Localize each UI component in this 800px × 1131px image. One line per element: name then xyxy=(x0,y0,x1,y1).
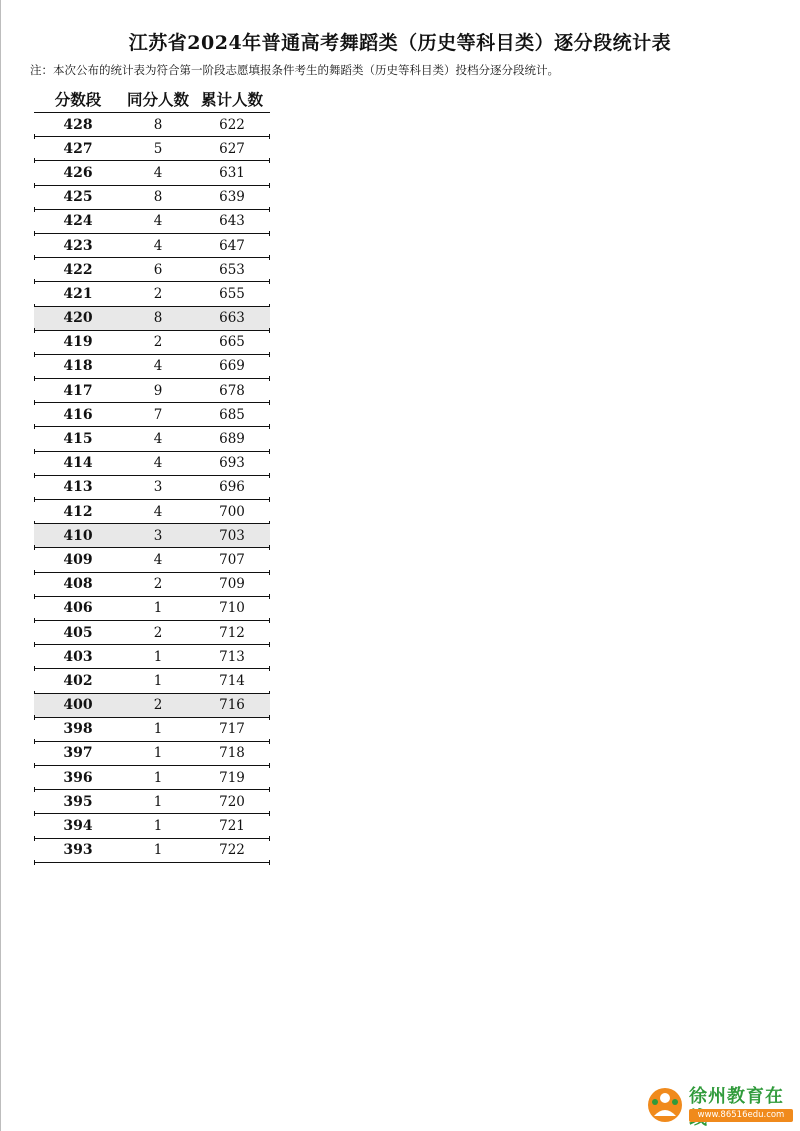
cell-cumulative: 709 xyxy=(219,576,245,593)
table-row xyxy=(34,452,270,476)
watermark-logo xyxy=(645,1086,795,1124)
cell-cumulative: 689 xyxy=(219,431,245,448)
cell-score: 424 xyxy=(63,213,93,230)
cell-cumulative: 631 xyxy=(219,164,245,181)
cell-score: 421 xyxy=(63,285,93,302)
cell-same-count: 1 xyxy=(153,842,163,859)
cell-score: 398 xyxy=(63,721,93,738)
cell-score: 397 xyxy=(63,745,93,762)
cell-score: 414 xyxy=(63,455,93,472)
table-row xyxy=(34,790,270,814)
cell-cumulative: 712 xyxy=(219,624,245,641)
table-row xyxy=(34,113,270,137)
cell-cumulative: 639 xyxy=(219,189,245,206)
table-header xyxy=(34,86,270,113)
cell-score: 415 xyxy=(63,431,93,448)
cell-same-count: 4 xyxy=(153,213,163,230)
page-title: 江苏省2024年普通高考舞蹈类（历史等科目类）逐分段统计表 xyxy=(128,32,672,54)
cell-score: 412 xyxy=(63,503,93,520)
cell-score: 410 xyxy=(63,527,93,544)
cell-cumulative: 678 xyxy=(219,382,245,399)
table-row xyxy=(34,186,270,210)
header-score: 分数段 xyxy=(54,91,102,109)
cell-cumulative: 722 xyxy=(219,842,245,859)
cell-score: 422 xyxy=(63,261,93,278)
table-row xyxy=(34,669,270,693)
table-row xyxy=(34,742,270,766)
cell-same-count: 4 xyxy=(153,358,163,375)
cell-cumulative: 663 xyxy=(219,310,245,327)
cell-cumulative: 665 xyxy=(219,334,245,351)
cell-score: 403 xyxy=(63,648,93,665)
cell-same-count: 2 xyxy=(153,285,163,302)
cell-score: 428 xyxy=(63,116,93,133)
cell-score: 402 xyxy=(63,672,93,689)
table-row xyxy=(34,331,270,355)
table-body xyxy=(34,113,270,863)
cell-same-count: 2 xyxy=(153,334,163,351)
cell-score: 400 xyxy=(63,697,93,714)
cell-cumulative: 716 xyxy=(219,697,245,714)
cell-cumulative: 719 xyxy=(219,769,245,786)
table-row xyxy=(34,403,270,427)
cell-score: 393 xyxy=(63,842,93,859)
cell-score: 423 xyxy=(63,237,93,254)
cell-same-count: 9 xyxy=(153,382,163,399)
table-row xyxy=(34,621,270,645)
table-row xyxy=(34,766,270,790)
cell-score: 409 xyxy=(63,551,93,568)
row-tick-right xyxy=(269,860,270,865)
cell-score: 408 xyxy=(63,576,93,593)
cell-score: 426 xyxy=(63,164,93,181)
cell-score: 396 xyxy=(63,769,93,786)
cell-cumulative: 685 xyxy=(219,406,245,423)
cell-same-count: 4 xyxy=(153,237,163,254)
cell-same-count: 4 xyxy=(153,503,163,520)
logo-people-icon xyxy=(645,1086,685,1124)
cell-same-count: 1 xyxy=(153,818,163,835)
cell-same-count: 4 xyxy=(153,164,163,181)
table-row xyxy=(34,573,270,597)
cell-same-count: 7 xyxy=(153,406,163,423)
cell-cumulative: 720 xyxy=(219,793,245,810)
cell-same-count: 1 xyxy=(153,745,163,762)
cell-cumulative: 707 xyxy=(219,551,245,568)
table-row xyxy=(34,548,270,572)
cell-score: 417 xyxy=(63,382,93,399)
cell-same-count: 8 xyxy=(153,116,163,133)
table-row xyxy=(34,161,270,185)
cell-score: 406 xyxy=(63,600,93,617)
cell-same-count: 1 xyxy=(153,793,163,810)
cell-cumulative: 717 xyxy=(219,721,245,738)
score-table xyxy=(34,86,270,863)
cell-cumulative: 700 xyxy=(219,503,245,520)
table-row xyxy=(34,718,270,742)
header-same-count: 同分人数 xyxy=(126,91,189,109)
table-row xyxy=(34,694,270,718)
cell-cumulative: 643 xyxy=(219,213,245,230)
cell-score: 418 xyxy=(63,358,93,375)
cell-cumulative: 693 xyxy=(219,455,245,472)
cell-cumulative: 653 xyxy=(219,261,245,278)
table-row xyxy=(34,355,270,379)
table-row xyxy=(34,234,270,258)
cell-score: 405 xyxy=(63,624,93,641)
cell-cumulative: 622 xyxy=(219,116,245,133)
cell-cumulative: 655 xyxy=(219,285,245,302)
cell-cumulative: 696 xyxy=(219,479,245,496)
cell-same-count: 1 xyxy=(153,600,163,617)
cell-score: 413 xyxy=(63,479,93,496)
page-left-border xyxy=(0,0,1,1131)
table-row xyxy=(34,839,270,863)
cell-cumulative: 710 xyxy=(219,600,245,617)
cell-score: 425 xyxy=(63,189,93,206)
cell-score: 420 xyxy=(63,310,93,327)
table-row xyxy=(34,645,270,669)
cell-score: 416 xyxy=(63,406,93,423)
cell-same-count: 8 xyxy=(153,189,163,206)
table-row xyxy=(34,524,270,548)
table-row xyxy=(34,427,270,451)
table-row xyxy=(34,137,270,161)
cell-score: 427 xyxy=(63,140,93,157)
table-note: 注：本次公布的统计表为符合第一阶段志愿填报条件考生的舞蹈类（历史等科目类）投档分逐分段统计。 xyxy=(30,63,559,77)
cell-same-count: 1 xyxy=(153,769,163,786)
table-row xyxy=(34,379,270,403)
table-row xyxy=(34,476,270,500)
cell-same-count: 2 xyxy=(153,624,163,641)
cell-cumulative: 718 xyxy=(219,745,245,762)
cell-cumulative: 703 xyxy=(219,527,245,544)
cell-same-count: 3 xyxy=(153,527,163,544)
logo-title: 徐州教育在 xyxy=(689,1086,784,1107)
table-row xyxy=(34,210,270,234)
cell-same-count: 8 xyxy=(153,310,163,327)
table-row xyxy=(34,307,270,331)
table-row xyxy=(34,282,270,306)
cell-same-count: 4 xyxy=(153,431,163,448)
cell-same-count: 4 xyxy=(153,455,163,472)
logo-url: www.86516edu.com xyxy=(689,1109,793,1122)
table-row xyxy=(34,597,270,621)
cell-same-count: 3 xyxy=(153,479,163,496)
table-row xyxy=(34,258,270,282)
cell-cumulative: 713 xyxy=(219,648,245,665)
row-tick-left xyxy=(34,860,35,865)
cell-same-count: 1 xyxy=(153,648,163,665)
cell-score: 395 xyxy=(63,793,93,810)
cell-same-count: 2 xyxy=(153,697,163,714)
cell-cumulative: 627 xyxy=(219,140,245,157)
table-row xyxy=(34,500,270,524)
cell-cumulative: 669 xyxy=(219,358,245,375)
cell-score: 419 xyxy=(63,334,93,351)
cell-cumulative: 647 xyxy=(219,237,245,254)
cell-same-count: 2 xyxy=(153,576,163,593)
cell-cumulative: 714 xyxy=(219,672,245,689)
cell-same-count: 6 xyxy=(153,261,163,278)
cell-same-count: 1 xyxy=(153,721,163,738)
table-row xyxy=(34,814,270,838)
cell-same-count: 1 xyxy=(153,672,163,689)
cell-cumulative: 721 xyxy=(219,818,245,835)
header-cumulative: 累计人数 xyxy=(200,91,263,109)
cell-score: 394 xyxy=(63,818,93,835)
cell-same-count: 5 xyxy=(153,140,163,157)
cell-same-count: 4 xyxy=(153,551,163,568)
